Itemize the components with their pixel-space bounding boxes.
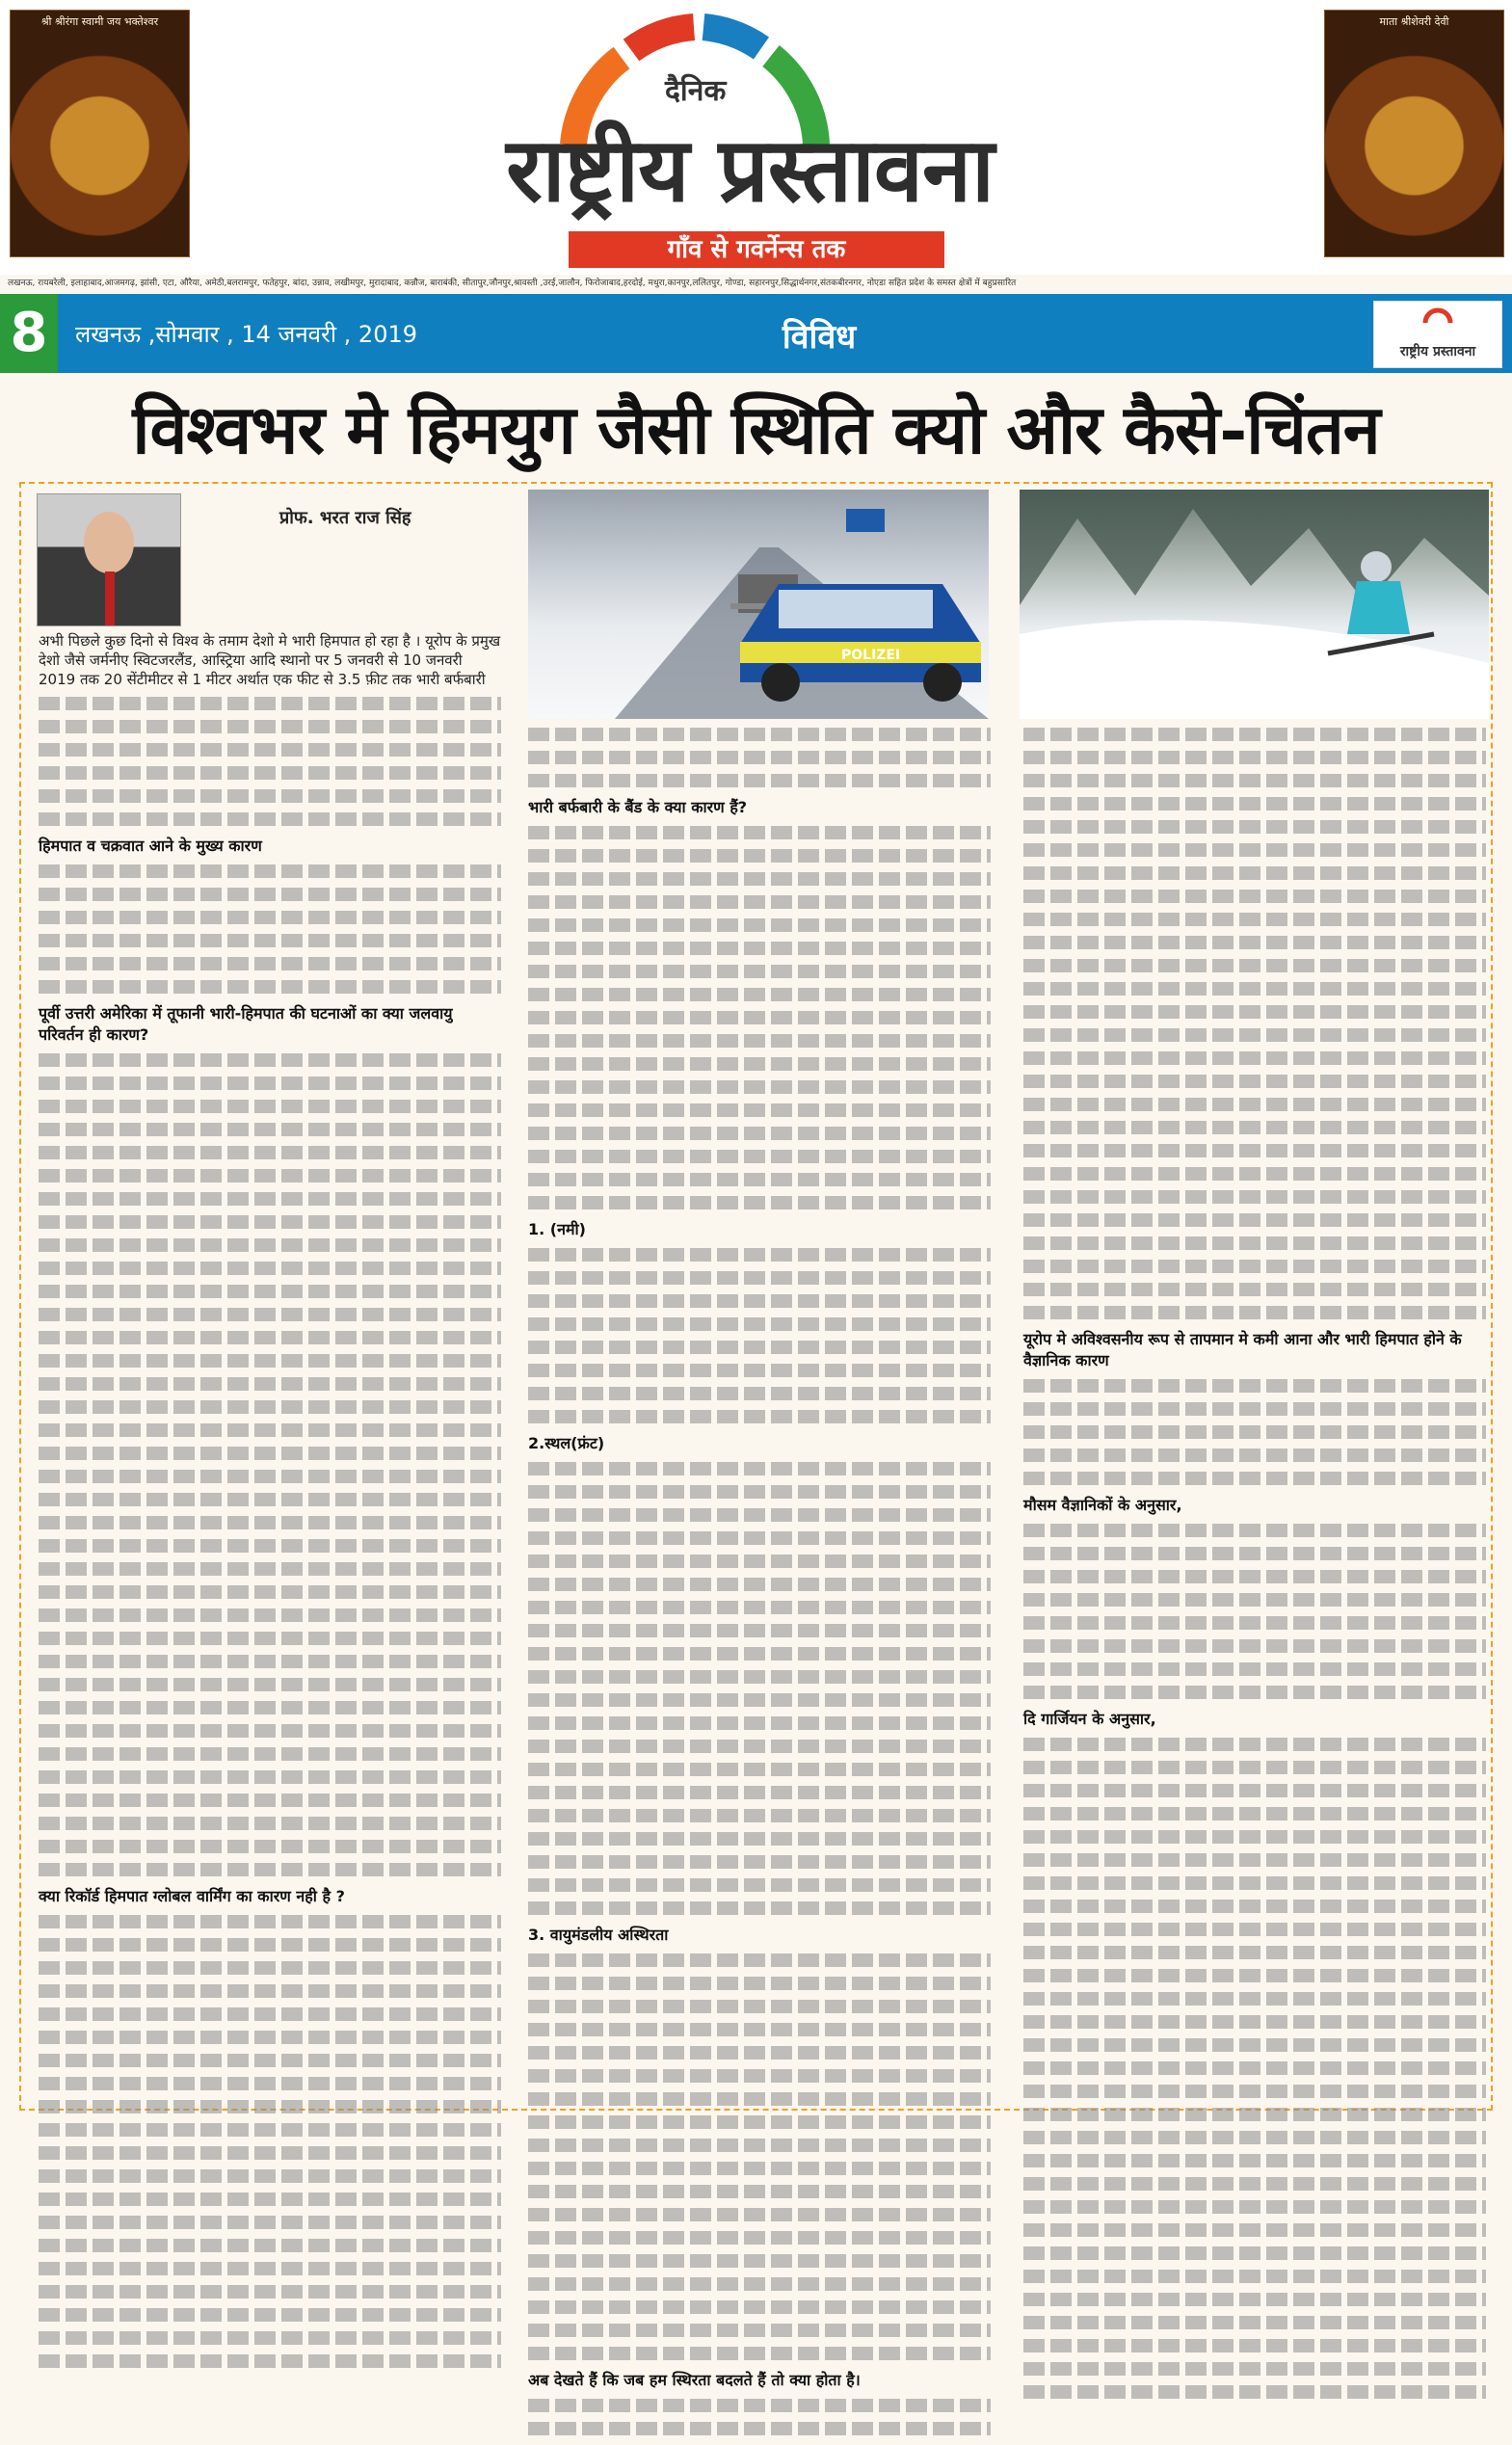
article-lead: अभी पिछले कुछ दिनो से विश्व के तमाम देशो मे भारी हिमपात हो रहा है । यूरोप के प्रमुख देशो जैसे जर्मनीए स्विटजरलैंड, आस्ट्रिया आदि स्थानो पर 5 जनवरी से 10 जनवरी 2019 तक 20 सेंटीमीटर से 1 मीटर अर्थात एक फीट से 3.5 फ़ीट तक भारी बर्फबारी bbox=[39, 632, 501, 688]
column-1 bbox=[39, 631, 501, 2378]
page-number: 8 bbox=[0, 294, 58, 373]
photo-snow-police-car bbox=[528, 490, 989, 719]
deity-photo-left bbox=[10, 10, 190, 257]
left-photo-caption: श्री श्रीरंगा स्वामी जय भक्तेश्वर bbox=[40, 15, 159, 28]
author-photo bbox=[37, 493, 181, 626]
col1-heading-2: पूर्वी उत्तरी अमेरिका में तूफानी भारी-हिमपात की घटनाओं का क्या जलवायु परिवर्तन ही कारण? bbox=[39, 1004, 453, 1044]
column-2 bbox=[528, 728, 991, 2445]
col3-heading-1: यूरोप मे अविश्वसनीय रूप से तापमान मे कमी आना और भारी हिमपात होने के वैज्ञानिक कारण bbox=[1023, 1330, 1462, 1369]
newspaper-name: राष्ट्रीय प्रस्तावना bbox=[506, 118, 994, 222]
circulation-cities: लखनऊ, रायबरेली, इलाहाबाद,आजमगढ़, झांसी, एटा, औरैया, अमेठी,बलरामपुर, फतेहपुर, बांदा, उन्नाव, लखीमपुर, मुरादाबाद, कन्नौज, बाराबंकी, सीतापुर,जौनपुर,श्रावस्ती ,उरई,जालौन, फिरोजाबाद,हरदोई, मथुरा,कानपुर,ललितपुर, गोण्डा, सहारनपुर,सिद्धार्थनगर,संतकबीरनगर, नोएडा सहित प्रदेश के समस्त क्षेत्रों में बहुप्रसारित bbox=[8, 279, 1017, 288]
author-face bbox=[84, 512, 134, 573]
col1-heading-1: हिमपात व चक्रवात आने के मुख्य कारण bbox=[39, 837, 262, 855]
section-title: विविध bbox=[782, 318, 857, 357]
dateline: लखनऊ ,सोमवार , 14 जनवरी , 2019 bbox=[75, 321, 418, 348]
author-tie bbox=[105, 571, 115, 625]
skier-scene bbox=[1020, 490, 1489, 719]
tagline: गाँव से गवर्नेन्स तक bbox=[569, 231, 944, 268]
col3-heading-2: मौसम वैज्ञानिकों के अनुसार, bbox=[1023, 1496, 1182, 1514]
right-photo-caption: माता श्रीशेवरी देवी bbox=[1379, 15, 1449, 28]
mini-logo-icon bbox=[1422, 306, 1453, 325]
col2-heading-4: 3. वायुमंडलीय अस्थिरता bbox=[528, 1926, 669, 1944]
col2-heading-2: 1. (नमी) bbox=[528, 1220, 586, 1238]
byline: प्रोफ. भरत राज सिंह bbox=[279, 508, 411, 528]
mini-logo bbox=[1373, 301, 1502, 368]
col2-heading-3: 2.स्थल(फ्रंट) bbox=[528, 1434, 605, 1452]
col2-heading-1: भारी बर्फबारी के बैंड के क्या कारण हैं? bbox=[528, 798, 748, 816]
column-3 bbox=[1023, 728, 1486, 2408]
deity-photo-right bbox=[1324, 10, 1504, 257]
col2-heading-5: अब देखते हैं कि जब हम स्थिरता बदलते हैं तो क्या होता है। bbox=[528, 2371, 861, 2389]
mini-logo-text: राष्ट्रीय प्रस्तावना bbox=[1399, 344, 1476, 359]
article-headline: विश्वभर मे हिमयुग जैसी स्थिति क्यो और कैसे-चिंतन bbox=[132, 389, 1380, 469]
dainik-label: दैनिक bbox=[665, 74, 727, 108]
police-car-text: POLIZEI bbox=[841, 648, 901, 663]
col1-heading-3: क्या रिकॉर्ड हिमपात ग्लोबल वार्मिंग का कारण नही है ? bbox=[39, 1887, 345, 1905]
col3-heading-3: दि गार्जियन के अनुसार, bbox=[1023, 1710, 1156, 1728]
photo-skier bbox=[1020, 490, 1489, 719]
police-car-scene bbox=[528, 490, 989, 719]
